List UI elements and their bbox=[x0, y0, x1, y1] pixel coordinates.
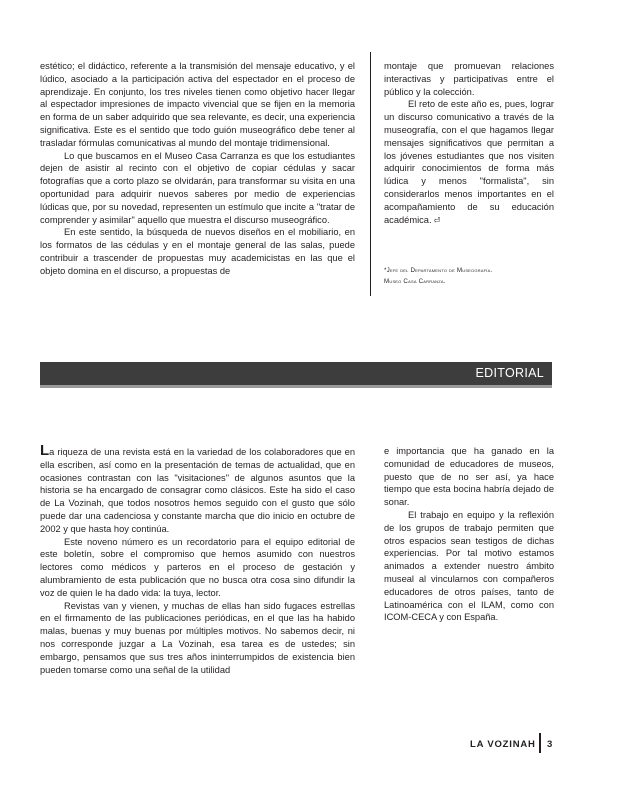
editorial-first-paragraph bbox=[40, 442, 355, 536]
article-paragraph-text: El reto de este año es, pues, lograr un discurso comunicativo a través de la museografía, con el que hagamos llegar mensajes significativos que permitan a los jóvenes estudiantes que nos visiten adquirir conocimientos de forma más lúdica y menos "formalista", sin considerarlos menos importantes en el acompañamiento de su educación académica. bbox=[384, 99, 554, 225]
section-banner bbox=[40, 362, 552, 388]
article-paragraph: montaje que promuevan relaciones interactivas y participativas entre el público y la colección. bbox=[384, 61, 554, 97]
author-footnote bbox=[384, 265, 564, 287]
section-title: EDITORIAL bbox=[475, 366, 544, 380]
article-closing-paragraph bbox=[384, 98, 554, 227]
article-paragraph: Lo que buscamos en el Museo Casa Carranza es que los estudiantes dejen de asistir al recinto con el objetivo de copiar cédulas y sacar fotografías que a corto plazo se olvidarán, para transformar su visita en una oportunidad para adquirir nuevos saberes por medio de experiencias lúdicas que, por su novedad, representen un estímulo que incite a "tratar de comprender y asimilar" aquello que muestra el discurso museográfico. bbox=[40, 150, 355, 225]
editorial-right-column bbox=[384, 445, 554, 624]
article-right-column bbox=[384, 60, 554, 227]
magazine-name: LA VOZINAH bbox=[470, 739, 536, 750]
footer-divider bbox=[539, 733, 541, 753]
footnote-line: Museo Casa Carranza. bbox=[384, 278, 446, 285]
editorial-paragraph: Revistas van y vienen, y muchas de ellas han sido fugaces estrellas en el firmamento de las publicaciones periódicas, en el que las ha habido malas, buenas y muy buenas por múltiples motivos. No sabemos decir, ni nos corresponde juzgar a La Vozinah, esa tarea es de ustedes; sin embargo, pensamos que sus tres años ininterrumpidos de existencia bien pueden tomarse como una señal de la utilidad bbox=[40, 600, 355, 675]
article-paragraph: estético; el didáctico, referente a la transmisión del mensaje educativo, y el lúdico, asociado a la participación activa del espectador en el proceso de aprendizaje. En conjunto, los tres niveles tienen como objetivo hacer llegar al espectador impresiones de impacto vivencial que se fijen en la memoria en forma de un saber adquirido que sea relevante, es decir, una experiencia significativa. Este es el sentido que todo guión museográfico debe tener al trasladar fórmulas comunicativas al mundo del montaje tridimensional. bbox=[40, 61, 355, 148]
editorial-left-column bbox=[40, 442, 355, 676]
column-divider bbox=[370, 52, 371, 296]
article-paragraph: En este sentido, la búsqueda de nuevos diseños en el mobiliario, en los formatos de las cédulas y en el montaje general de las salas, puede contribuir a trascender de propuestas muy academicistas en las que el objeto domina en el discurso, a propuestas de bbox=[40, 227, 355, 276]
page-footer bbox=[470, 733, 580, 753]
article-left-column bbox=[40, 60, 355, 278]
editorial-paragraph-text: a riqueza de una revista está en la variedad de los colaboradores que en ella escriben, así como en la presentación de temas de actualidad, que en ocasiones contrastan con las "visitaciones" de algunos asuntos que la historia se ha encargado de consagrar como clásicos. Este ha sido el caso de La Vozinah, que todos nosotros hemos seguido con el gusto que sólo puede dar una cadenciosa y constante marcha que dio inicio en octubre de 2002 y que hasta hoy continúa. bbox=[40, 447, 355, 534]
footnote-line: *Jefe del Departamento de Museografía. bbox=[384, 267, 493, 274]
end-of-article-icon: ⏎ bbox=[433, 215, 441, 225]
editorial-paragraph: e importancia que ha ganado en la comunidad de educadores de museos, puesto que de no ser así, ya hace tiempo que esta bocina habría dejado de sonar. bbox=[384, 446, 554, 508]
editorial-paragraph: Este noveno número es un recordatorio para el equipo editorial de este boletín, sobre el compromiso que hemos asumido con nuestros lectores como médicos y parteros en el proceso de gestación y alumbramiento de esta publicación que no busca otra cosa sino difundir la voz de quien le ha dado vida: la tuya, lector. bbox=[40, 536, 355, 598]
drop-cap: L bbox=[40, 442, 50, 459]
page-number: 3 bbox=[547, 739, 553, 750]
editorial-paragraph: El trabajo en equipo y la reflexión de los grupos de trabajo permiten que otros espacios sean testigos de dichas experiencias. Por tal motivo estamos animados a extender nuestro ámbito museal al vincularnos con compañeros educadores de otros países, tanto de Latinoamérica con el ILAM, como con ICOM-CECA y con España. bbox=[384, 509, 554, 623]
